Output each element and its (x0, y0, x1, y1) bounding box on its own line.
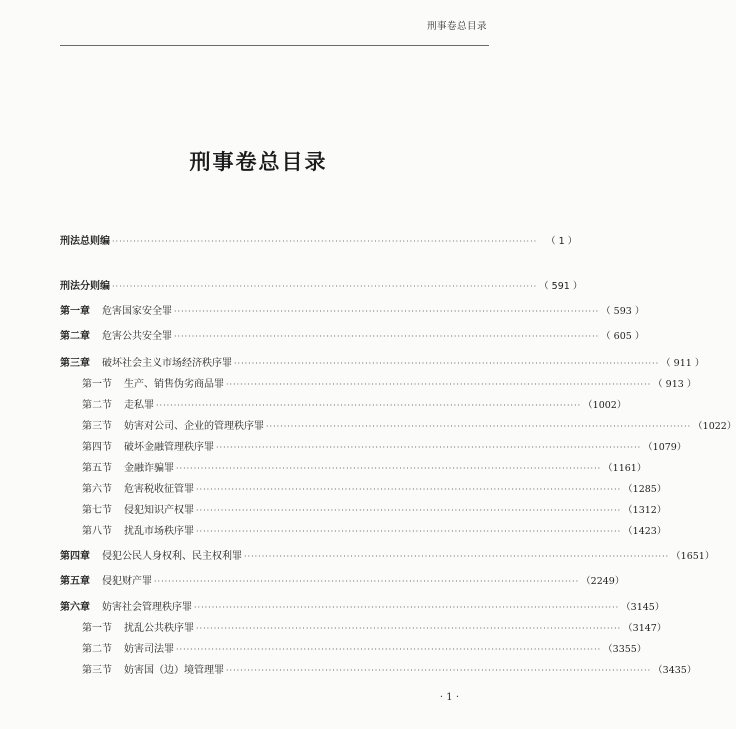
toc-entry-number: 第一章 (60, 306, 90, 317)
dot-leader: ························································································································ (174, 307, 600, 316)
toc-section-row (82, 503, 667, 519)
toc-entry-page: （1002） (583, 400, 627, 411)
toc-entry-number: 第三章 (60, 358, 90, 369)
toc-entry-title: 危害公共安全罪 (102, 331, 172, 342)
toc-entry-title: 破坏社会主义市场经济秩序罪 (102, 358, 232, 369)
toc-entry-number: 第三节 (82, 421, 112, 432)
toc-entry-page: （3355） (603, 644, 647, 655)
toc-chapter-row (60, 356, 705, 372)
toc-entry-page: （2249） (581, 576, 625, 587)
toc-chapter-row (60, 304, 645, 320)
toc-section-row (82, 524, 667, 540)
toc-section-row (82, 621, 667, 637)
toc-entry-number: 第一节 (82, 623, 112, 634)
toc-section-row (82, 440, 687, 456)
toc-entry-page: （ 911 ） (661, 358, 705, 369)
toc-entry-page: （3145） (621, 602, 665, 613)
dot-leader: ························································································································ (176, 645, 602, 654)
toc-entry-title: 妨害社会管理秩序罪 (102, 602, 192, 613)
toc-entry-title: 危害国家安全罪 (102, 306, 172, 317)
dot-leader: ························································································································ (196, 527, 622, 536)
dot-leader: ························································································································ (196, 624, 622, 633)
toc-entry-page: （3147） (623, 623, 667, 634)
toc-entry-page: （1022） (693, 421, 736, 432)
toc-entry-page: （ 913 ） (653, 379, 697, 390)
toc-entry-number: 第八节 (82, 526, 112, 537)
toc-entry-title: 生产、销售伪劣商品罪 (124, 379, 224, 390)
toc-entry-number: 第六章 (60, 602, 90, 613)
toc-entry-number: 第二节 (82, 644, 112, 655)
toc-entry-number: 第五章 (60, 576, 90, 587)
toc-entry-title: 妨害国（边）境管理罪 (124, 665, 224, 676)
toc-part-row (60, 234, 578, 250)
dot-leader: ························································································································ (112, 282, 538, 291)
toc-entry-title: 侵犯知识产权罪 (124, 505, 194, 516)
toc-entry-title: 走私罪 (124, 400, 154, 411)
toc-entry-title: 妨害对公司、企业的管理秩序罪 (124, 421, 264, 432)
dot-leader: ························································································································ (196, 506, 622, 515)
toc-chapter-row (60, 600, 665, 616)
toc-entry-title: 侵犯公民人身权利、民主权利罪 (102, 551, 242, 562)
dot-leader: ························································································································ (244, 552, 670, 561)
running-header: 刑事卷总目录 (426, 21, 487, 32)
dot-leader: ························································································································ (154, 577, 580, 586)
toc-chapter-row (60, 574, 625, 590)
dot-leader: ························································································································ (266, 422, 692, 431)
toc-chapter-row (60, 549, 715, 565)
toc-entry-number: 第四节 (82, 442, 112, 453)
toc-entry-page: （ 1 ） (546, 236, 578, 247)
toc-section-row (82, 398, 627, 414)
toc-entry-page: （1079） (643, 442, 687, 453)
toc-entry-title: 扰乱市场秩序罪 (124, 526, 194, 537)
toc-entry-title: 刑法总则编 (60, 236, 110, 247)
dot-leader: ························································································································ (196, 485, 622, 494)
dot-leader: ························································································································ (234, 359, 660, 368)
dot-leader: ························································································································ (156, 401, 582, 410)
toc-section-row (82, 461, 647, 477)
dot-leader: ························································································································ (112, 237, 538, 246)
toc-entry-number: 第六节 (82, 484, 112, 495)
toc-entry-number: 第四章 (60, 551, 90, 562)
toc-section-row (82, 482, 667, 498)
toc-entry-page: （ 591 ） (539, 281, 583, 292)
dot-leader: ························································································································ (174, 332, 600, 341)
dot-leader: ························································································································ (226, 666, 652, 675)
toc-entry-number: 第三节 (82, 665, 112, 676)
toc-entry-page: （ 605 ） (601, 331, 645, 342)
toc-section-row (82, 642, 647, 658)
toc-entry-title: 扰乱公共秩序罪 (124, 623, 194, 634)
toc-entry-page: （ 593 ） (601, 306, 645, 317)
toc-entry-title: 刑法分则编 (60, 281, 110, 292)
toc-entry-page: （1312） (623, 505, 667, 516)
dot-leader: ························································································································ (194, 603, 620, 612)
toc-entry-number: 第五节 (82, 463, 112, 474)
page-number: · 1 · (439, 692, 459, 703)
toc-entry-title: 危害税收征管罪 (124, 484, 194, 495)
toc-section-row (82, 419, 736, 435)
toc-entry-number: 第一节 (82, 379, 112, 390)
toc-entry-page: （1423） (623, 526, 667, 537)
toc-entry-title: 妨害司法罪 (124, 644, 174, 655)
toc-entry-number: 第七节 (82, 505, 112, 516)
toc-entry-number: 第二节 (82, 400, 112, 411)
toc-entry-title: 金融诈骗罪 (124, 463, 174, 474)
dot-leader: ························································································································ (216, 443, 642, 452)
toc-entry-page: （1651） (671, 551, 715, 562)
toc-entry-page: （3435） (653, 665, 697, 676)
toc-entry-number: 第二章 (60, 331, 90, 342)
toc-entry-title: 侵犯财产罪 (102, 576, 152, 587)
toc-entry-page: （1161） (603, 463, 647, 474)
toc-chapter-row (60, 329, 645, 345)
toc-entry-page: （1285） (623, 484, 667, 495)
toc-entry-title: 破坏金融管理秩序罪 (124, 442, 214, 453)
dot-leader: ························································································································ (226, 380, 652, 389)
toc-part-row (60, 279, 583, 295)
toc-section-row (82, 377, 697, 393)
page-title: 刑事卷总目录 (189, 150, 328, 174)
toc-section-row (82, 663, 697, 679)
dot-leader: ························································································································ (176, 464, 602, 473)
